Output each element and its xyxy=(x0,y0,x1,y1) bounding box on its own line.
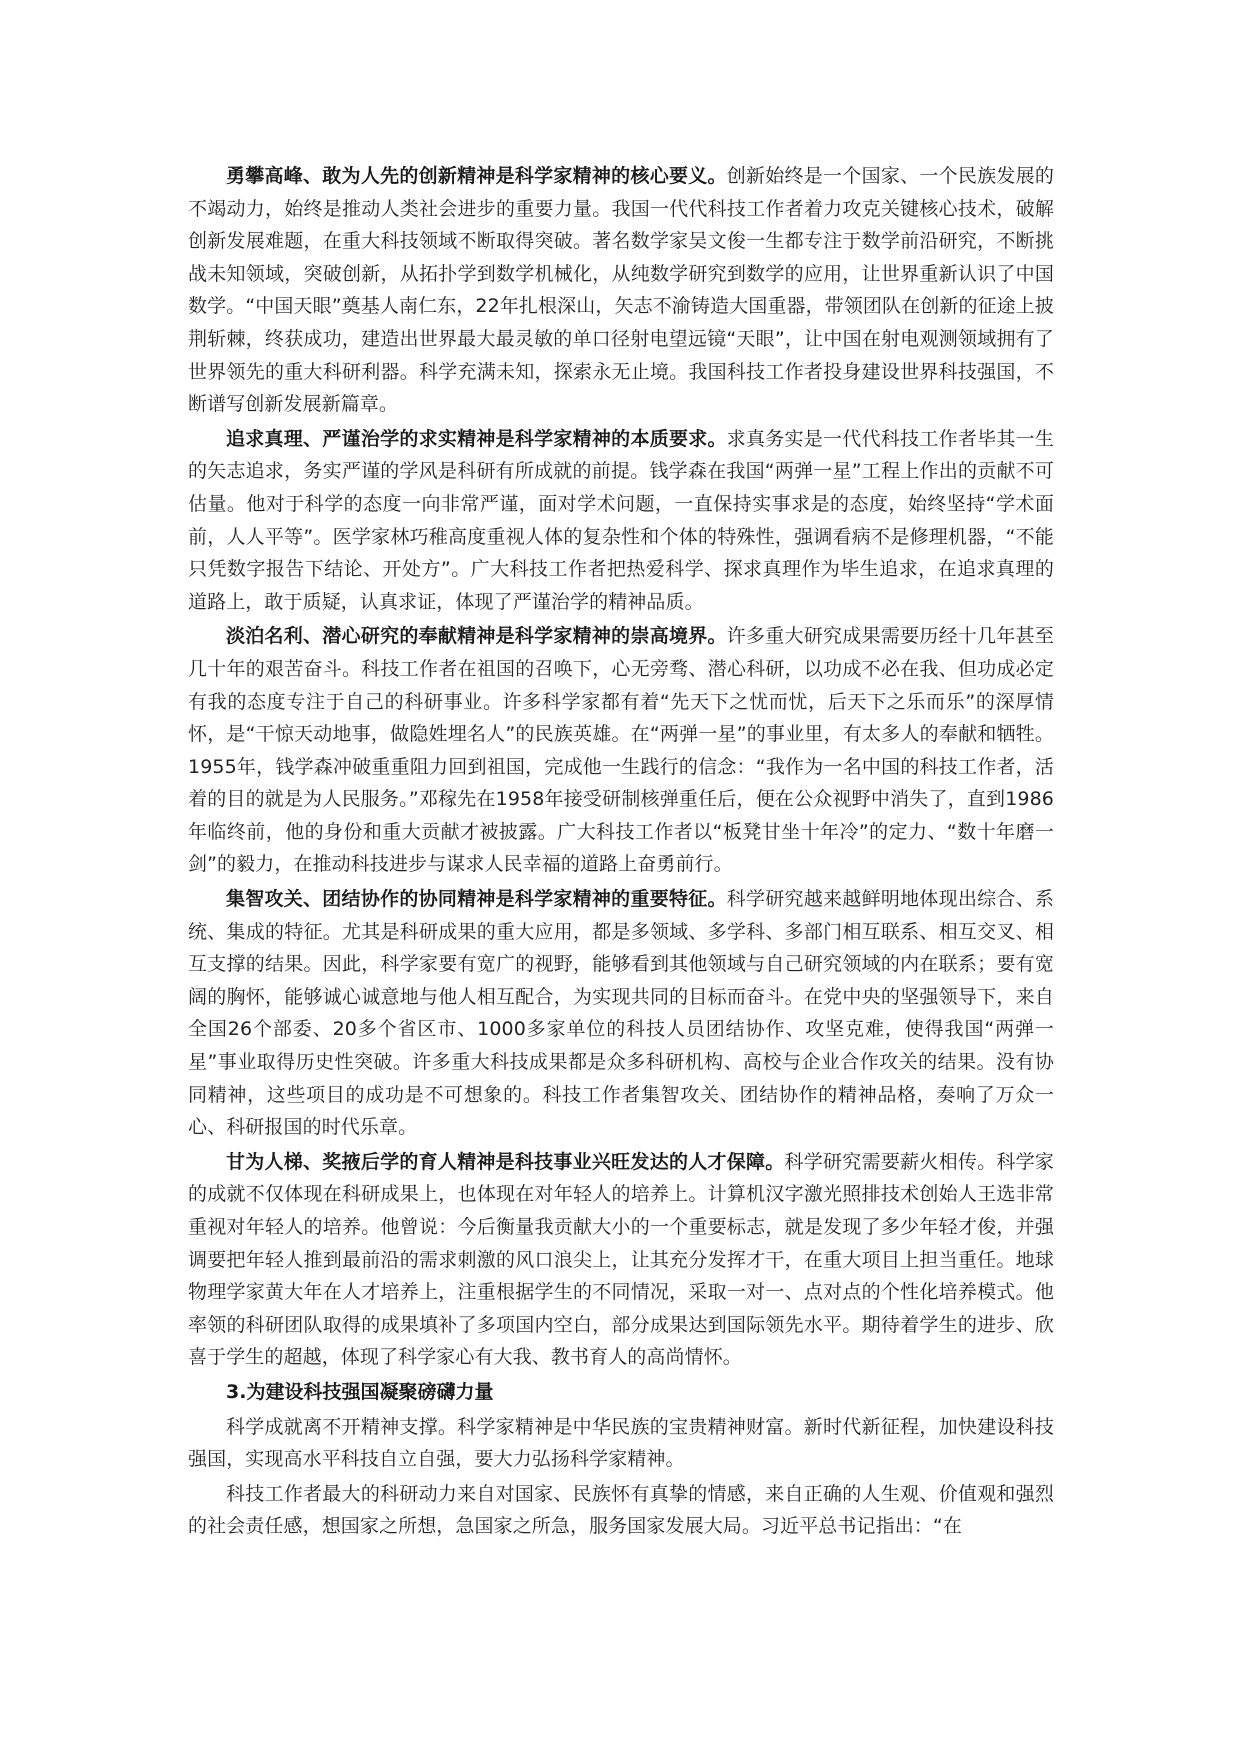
paragraph-body: 求真务实是一代代科技工作者毕其一生的矢志追求，务实严谨的学风是科研有所成就的前提。钱学森在我国“两弹一星”工程上作出的贡献不可估量。他对于科学的态度一向非常严谨，面对学术问题，一直保持实事求是的态度，始终坚持“学术面前，人人平等”。医学家林巧稚高度重视人体的复杂性和个体的特殊性，强调看病不是修理机器，“不能只凭数字报告下结论、开处方”。广大科技工作者把热爱科学、探求真理作为毕生追求，在追求真理的道路上，敢于质疑，认真求证，体现了严谨治学的精神品质。 xyxy=(188,427,1054,613)
paragraph-lead: 追求真理、严谨治学的求实精神是科学家精神的本质要求。 xyxy=(226,427,727,450)
paragraph-lead: 勇攀高峰、敢为人先的创新精神是科学家精神的核心要义。 xyxy=(226,165,727,187)
paragraph-body: 科学研究越来越鲜明地体现出综合、系统、集成的特征。尤其是科研成果的重大应用，都是多领域、多学科、多部门相互联系、相互交叉、相互支撑的结果。因此，科学家要有宽广的视野，能够看到其他领域与自己研究领域的内在联系；要有宽阔的胸怀，能够诚心诚意地与他人相互配合，为实现共同的目标而奋斗。在党中央的坚强领导下，来自全国26个部委、20多个省区市、1000多家单位的科技人员团结协作、攻坚克难，使得我国“两弹一星”事业取得历史性突破。许多重大科技成果都是众多科研机构、高校与企业合作攻关的结果。没有协同精神，这些项目的成功是不可想象的。科技工作者集智攻关、团结协作的精神品格，奏响了万众一心、科研报国的时代乐章。 xyxy=(188,888,1054,1139)
paragraph-collaboration xyxy=(188,883,1054,1144)
paragraph-closing-1: 科学成就离不开精神支撑。科学家精神是中华民族的宝贵精神财富。新时代新征程，加快建设科技强国，实现高水平科技自立自强，要大力弘扬科学家精神。 xyxy=(188,1415,1054,1471)
paragraph-body: 许多重大研究成果需要历经十几年甚至几十年的艰苦奋斗。科技工作者在祖国的召唤下，心无旁骛、潜心科研，以功成不必在我、但功成必定有我的态度专注于自己的科研事业。许多科学家都有着“先天下之忧而忧，后天下之乐而乐”的深厚情怀，是“干惊天动地事，做隐姓埋名人”的民族英雄。在“两弹一星”的事业里，有太多人的奉献和牺牲。1955年，钱学森冲破重重阻力回到祖国，完成他一生践行的信念：“我作为一名中国的科技工作者，活着的目的就是为人民服务。”邓稼先在1958年接受研制核弹重任后，便在公众视野中消失了，直到1986年临终前，他的身份和重大贡献才被披露。广大科技工作者以“板凳甘坐十年冷”的定力、“数十年磨一剑”的毅力，在推动科技进步与谋求人民幸福的道路上奋勇前行。 xyxy=(188,625,1054,876)
paragraph-innovation xyxy=(188,160,1054,421)
section-heading: 3.为建设科技强国凝聚磅礴力量 xyxy=(226,1380,494,1403)
document-page xyxy=(188,160,1054,1545)
paragraph-lead: 淡泊名利、潜心研究的奉献精神是科学家精神的崇高境界。 xyxy=(226,625,727,648)
paragraph-lead: 甘为人梯、奖掖后学的育人精神是科技事业兴旺发达的人才保障。 xyxy=(226,1150,785,1173)
paragraph-body: 创新始终是一个国家、一个民族发展的不竭动力，始终是推动人类社会进步的重要力量。我国一代代科技工作者着力攻克关键核心技术，破解创新发展难题，在重大科技领域不断取得突破。著名数学家吴文俊一生都专注于数学前沿研究，不断挑战未知领域，突破创新，从拓扑学到数学机械化，从纯数学研究到数学的应用，让世界重新认识了中国数学。“中国天眼”奠基人南仁东，22年扎根深山，矢志不渝铸造大国重器，带领团队在创新的征途上披荆斩棘，终获成功，建造出世界最大最灵敏的单口径射电望远镜“天眼”，让中国在射电观测领域拥有了世界领先的重大科研利器。科学充满未知，探索永无止境。我国科技工作者投身建设世界科技强国，不断谱写创新发展新篇章。 xyxy=(188,165,1054,416)
paragraph-dedication xyxy=(188,620,1054,881)
paragraph-truth-seeking xyxy=(188,423,1054,619)
paragraph-body: 科学研究需要薪火相传。科学家的成就不仅体现在科研成果上，也体现在对年轻人的培养上。计算机汉字激光照排技术创始人王选非常重视对年轻人的培养。他曾说：今后衡量我贡献大小的一个重要标志，就是发现了多少年轻才俊，并强调要把年轻人推到最前沿的需求刺激的风口浪尖上，让其充分发挥才干，在重大项目上担当重任。地球物理学家黄大年在人才培养上，注重根据学生的不同情况，采取一对一、点对点的个性化培养模式。他率领的科研团队取得的成果填补了多项国内空白，部分成果达到国际领先水平。期待着学生的进步、欣喜于学生的超越，体现了科学家心有大我、教书育人的高尚情怀。 xyxy=(188,1150,1055,1369)
paragraph-lead: 集智攻关、团结协作的协同精神是科学家精神的重要特征。 xyxy=(226,888,727,911)
paragraph-mentoring xyxy=(188,1146,1054,1374)
paragraph-closing-2: 科技工作者最大的科研动力来自对国家、民族怀有真挚的情感，来自正确的人生观、价值观和强烈的社会责任感，想国家之所想，急国家之所急，服务国家发展大局。习近平总书记指出：“在 xyxy=(188,1482,1054,1538)
